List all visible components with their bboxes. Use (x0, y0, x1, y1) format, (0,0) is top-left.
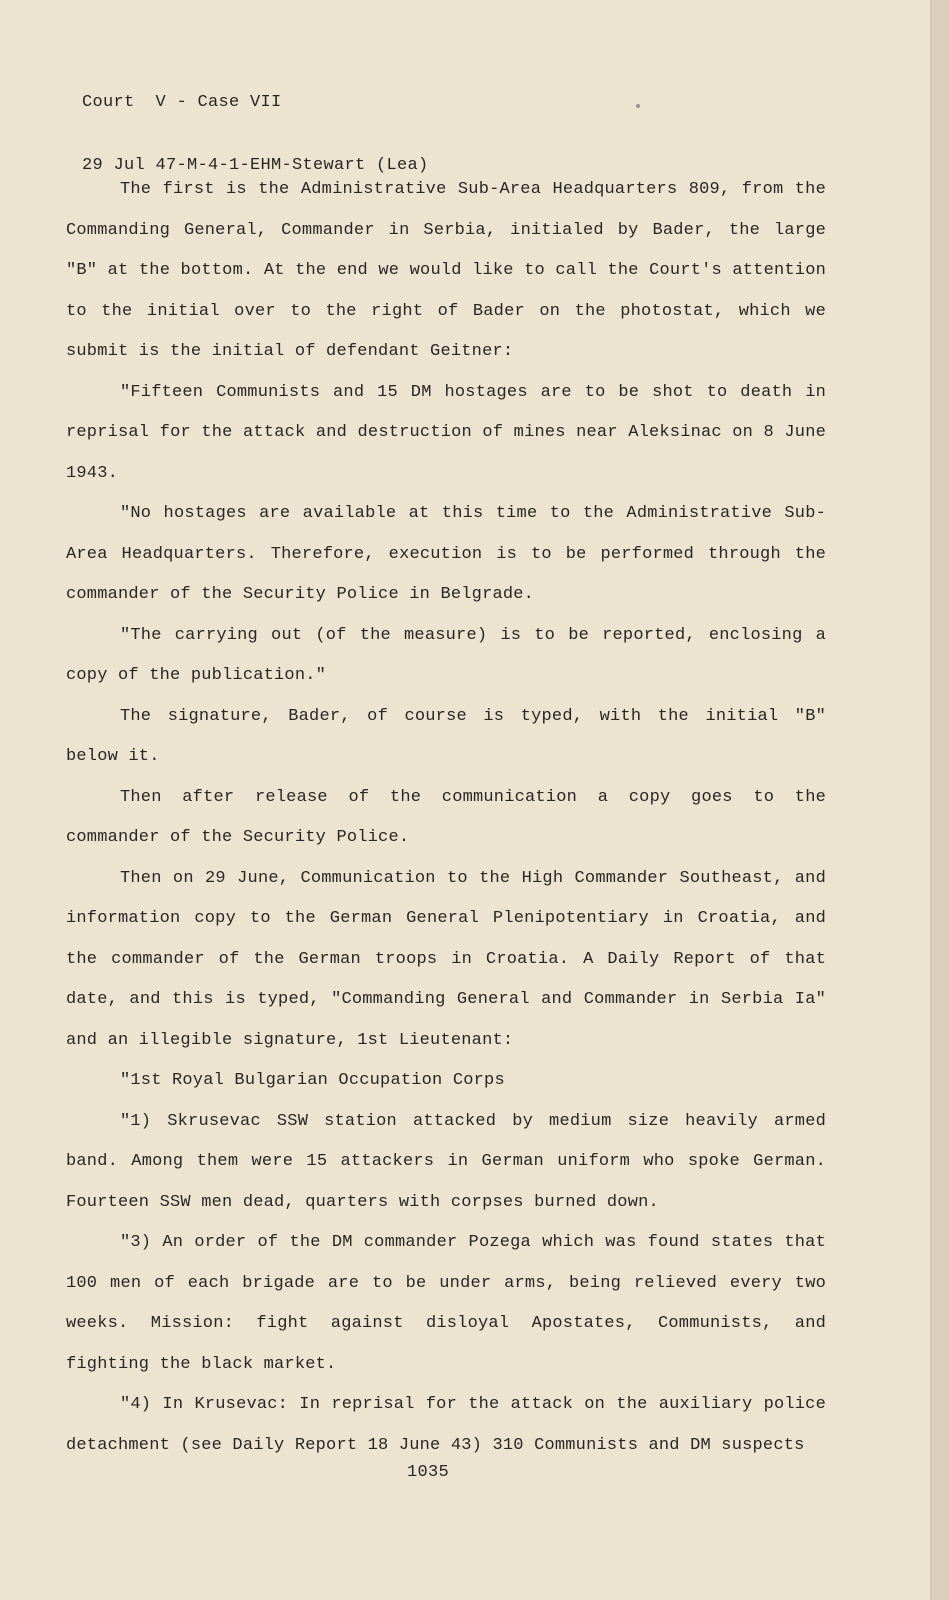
paragraph: Then after release of the communication a copy goes to the commander of the Security Police. (66, 787, 826, 847)
header-court-case: Court V - Case VII (82, 93, 282, 112)
page-edge (930, 0, 949, 1600)
page-number: 1035 (407, 1463, 450, 1482)
paragraph: "1) Skrusevac SSW station attacked by medium size heavily armed band. Among them were 15 attackers in German uniform who spoke German. Fourteen SSW men dead, quarters with corpses burned down. (66, 1111, 826, 1212)
paragraph: The signature, Bader, of course is typed, with the initial "B" below it. (66, 706, 826, 766)
paragraph: The first is the Administrative Sub-Area Headquarters 809, from the Commanding General, Commander in Serbia, initialed by Bader, the large "B" at the bottom. At the end we would like to call the Court's attention to the initial over to the right of Bader on the photostat, which we submit is the initial of defendant Geitner: (66, 180, 826, 361)
paper-speck (636, 104, 640, 108)
paragraph: Then on 29 June, Communication to the High Commander Southeast, and information copy to the German General Plenipotentiary in Croatia, and the commander of the German troops in Croatia. A Daily Report of that date, and this is typed, "Commanding General and Commander in Serbia Ia" and an illegible signature, 1st Lieutenant: (66, 868, 826, 1050)
paragraph: "3) An order of the DM commander Pozega which was found states that 100 men of each brigade are to be under arms, being relieved every two weeks. Mission: fight against disloyal Apostates, Communists, and fighting the black market. (66, 1233, 826, 1374)
paragraph: "No hostages are available at this time to the Administrative Sub-Area Headquarters. Therefore, execution is to be performed through the commander of the Security Police in Belgrade. (66, 504, 826, 604)
paragraph: "The carrying out (of the measure) is to be reported, enclosing a copy of the publication." (66, 625, 826, 685)
paragraph: "Fifteen Communists and 15 DM hostages are to be shot to death in reprisal for the attack and destruction of mines near Aleksinac on 8 June 1943. (66, 382, 826, 483)
paragraph: "1st Royal Bulgarian Occupation Corps (120, 1071, 505, 1090)
document-body (66, 170, 826, 1466)
paragraph: "4) In Krusevac: In reprisal for the attack on the auxiliary police detachment (see Daily Report 18 June 43) 310 Communists and DM suspects (66, 1395, 826, 1455)
header-date-reference: 29 Jul 47-M-4-1-EHM-Stewart (Lea) (82, 156, 429, 175)
